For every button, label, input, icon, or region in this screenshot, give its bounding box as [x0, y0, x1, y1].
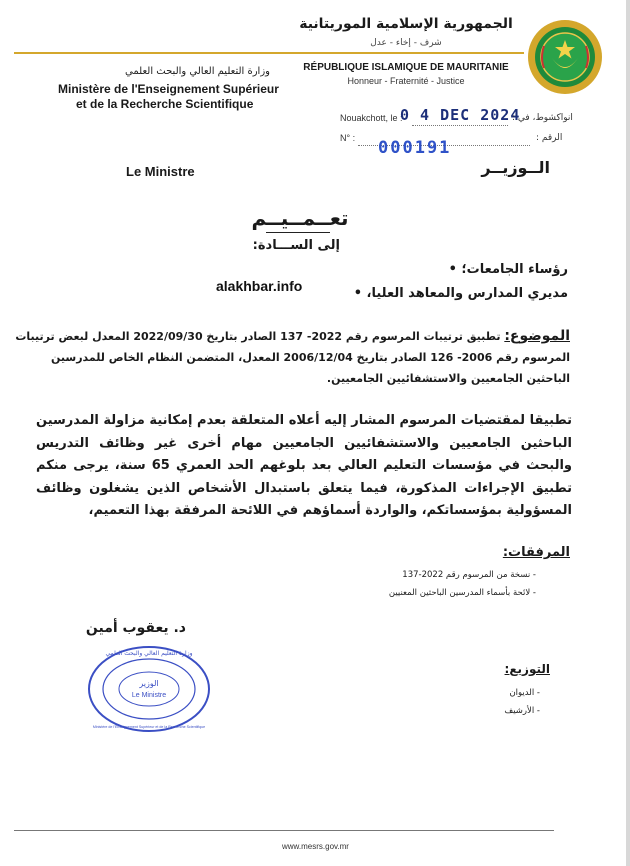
- recipient-item: مديري المدارس والمعاهد العليا، •: [300, 282, 568, 306]
- footer-divider: [14, 830, 554, 831]
- attachments-heading: المرفقات:: [502, 545, 570, 560]
- title-underline: [266, 232, 330, 233]
- header-french-motto: Honneur - Fraternité - Justice: [347, 76, 465, 86]
- date-label: Nouakchott, le :: [340, 113, 403, 123]
- number-label: N° :: [340, 133, 356, 143]
- header-divider: [14, 52, 524, 54]
- addressee-line: إلى الســـادة:: [252, 238, 340, 253]
- header-arabic-ministry: وزارة التعليم العالي والبحث العلمي: [125, 66, 270, 77]
- issuer-arabic: الــوزيــر: [481, 158, 550, 177]
- body-paragraph: تطبيقا لمقتضيات المرسوم المشار إليه أعلاه المتعلقة بعدم إمكانية مزاولة المدرسين الباحثين الجامعيين والاستشفائيين الجامعيين مهام أخرى غير وظائف التدريس والبحث في مؤسسات التعليم العالي بعد بلوغهم الحد العمري 65 سنة، يرجى منكم تطبيق الإجراءات المذكورة، فيما يتعلق باستبدال الأشخاص الذين يشغلون وظائف المسؤولية بمؤسساتكم، والواردة أسماؤهم في اللائحة المرفقة بهذا التعميم،: [36, 413, 572, 518]
- header-french-republic: RÉPUBLIQUE ISLAMIQUE DE MAURITANIE: [303, 62, 509, 73]
- signatory-name: د. يعقوب أمين: [85, 620, 186, 636]
- header-french-ministry-line1: Ministère de l'Enseignement Supérieur: [58, 82, 279, 96]
- ministry-seal-stamp: [86, 644, 212, 734]
- date-dotted-line: [412, 124, 508, 126]
- subject-block: [14, 326, 570, 389]
- attachment-item: - نسخة من المرسوم رقم 2022-137: [300, 566, 536, 584]
- distribution-item: - الأرشيف: [400, 702, 540, 720]
- date-arabic-label: انواكشوط، في :: [512, 113, 573, 123]
- distribution-list: [400, 684, 540, 720]
- subject-text: تطبيق ترتيبات المرسوم رقم 2022- 137 الصادر بتاريخ 2022/09/30 المعدل لبعض ترتيبات المرسوم رقم 2006- 126 الصادر بتاريخ 2006/12/04 المعدل، المتضمن النظام الخاص للمدرسين الباحثين الجامعيين والاستشفائيين الجامعيين.: [15, 330, 570, 385]
- source-watermark: alakhbar.info: [216, 278, 303, 294]
- recipient-item: رؤساء الجامعات؛ •: [300, 258, 568, 282]
- subject-label: الموضوع:: [504, 328, 570, 344]
- seal-french-ring: Ministère de l'Enseignement Supérieur et de la Recherche Scientifique: [92, 725, 206, 729]
- date-stamp: 0 4 DEC 2024: [400, 106, 521, 124]
- header-french-ministry-line2: et de la Recherche Scientifique: [76, 97, 254, 111]
- number-stamp: 000191: [378, 138, 452, 158]
- header-arabic-motto: شرف - إخاء - عدل: [370, 38, 442, 48]
- attachment-item: - لائحة بأسماء المدرسين الباحثين المعنيين: [300, 584, 536, 602]
- number-arabic-label: الرقم :: [536, 133, 563, 143]
- issuer-french: Le Ministre: [126, 164, 195, 179]
- distribution-heading: التوزيع:: [504, 662, 550, 676]
- seal-center-french: Le Ministre: [131, 692, 167, 699]
- attachments-list: [300, 566, 536, 602]
- header-arabic-republic: الجمهورية الإسلامية الموريتانية: [299, 16, 513, 32]
- recipients-list: [300, 258, 568, 306]
- distribution-item: - الديوان: [400, 684, 540, 702]
- document-title: تعــمــيــم: [251, 206, 349, 230]
- footer-website: www.mesrs.gov.mr: [282, 842, 349, 851]
- seal-center-arabic: الوزير: [139, 679, 159, 688]
- seal-arabic-ring: وزارة التعليم العالي والبحث العلمي: [105, 650, 193, 657]
- mauritania-coat-of-arms-icon: [526, 18, 604, 96]
